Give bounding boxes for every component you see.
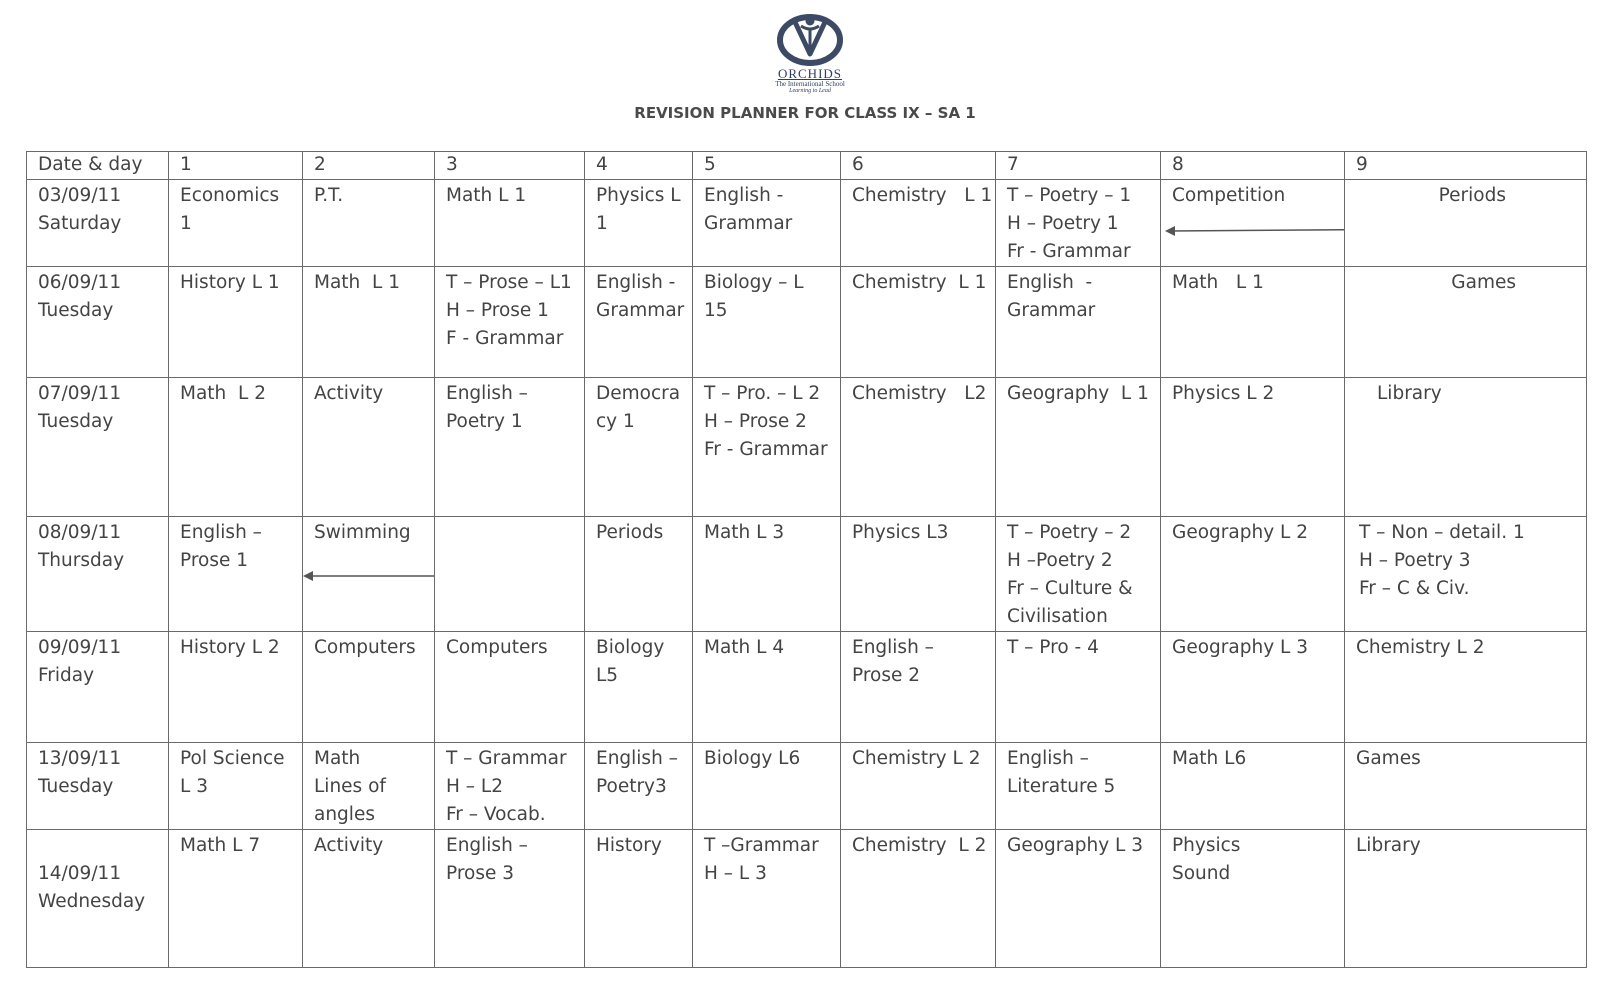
day-value: Thursday <box>38 550 125 571</box>
table-row <box>27 632 1587 743</box>
date-value: 09/09/11 <box>38 637 122 658</box>
day-value: Tuesday <box>38 776 114 797</box>
table-cell <box>1161 743 1345 830</box>
table-cell <box>585 267 693 378</box>
table-row <box>27 378 1587 517</box>
table-cell <box>585 632 693 743</box>
cell-line: Activity <box>314 383 384 404</box>
cell-line: English - <box>704 185 784 206</box>
table-cell <box>585 180 693 267</box>
cell-line: angles <box>314 804 375 825</box>
cell-line: H –Poetry 2 <box>1007 550 1113 571</box>
table-cell <box>435 378 585 517</box>
cell-line: Computers <box>314 637 416 658</box>
cell-line: L 3 <box>180 776 208 797</box>
cell-line: Literature 5 <box>1007 776 1116 797</box>
cell-line: Poetry3 <box>596 776 667 797</box>
column-header: 2 <box>303 152 435 180</box>
cell-line: Periods <box>1438 185 1506 206</box>
cell-line: Chemistry L 2 <box>852 835 987 856</box>
table-cell <box>693 830 841 968</box>
date-cell <box>27 180 169 267</box>
date-value: 03/09/11 <box>38 185 122 206</box>
table-cell <box>841 830 996 968</box>
cell-line: English - <box>1007 272 1093 293</box>
table-cell <box>303 267 435 378</box>
date-value: 13/09/11 <box>38 748 122 769</box>
table-cell <box>841 267 996 378</box>
column-header: 8 <box>1161 152 1345 180</box>
cell-line: Math <box>314 748 361 769</box>
cell-line: Math L 1 <box>314 272 400 293</box>
table-cell <box>996 517 1161 632</box>
table-cell <box>996 830 1161 968</box>
day-value: Tuesday <box>38 411 114 432</box>
cell-line: T – Pro - 4 <box>1007 637 1099 658</box>
cell-line: Math L 1 <box>1172 272 1264 293</box>
cell-line: H – L 3 <box>704 863 767 884</box>
cell-line: T –Grammar <box>704 835 819 856</box>
table-cell <box>996 743 1161 830</box>
table-cell <box>1161 632 1345 743</box>
cell-line: Math L 2 <box>180 383 266 404</box>
cell-line: Chemistry L2 <box>852 383 987 404</box>
cell-line: History L 1 <box>180 272 280 293</box>
table-cell <box>169 743 303 830</box>
revision-planner-table <box>26 151 1587 968</box>
cell-line: Economics <box>180 185 280 206</box>
cell-line: H – L2 <box>446 776 503 797</box>
cell-line: T – Non – detail. 1 <box>1359 522 1525 543</box>
table-cell <box>693 743 841 830</box>
table-cell <box>585 830 693 968</box>
cell-line: Geography L 1 <box>1007 383 1149 404</box>
table-cell <box>169 830 303 968</box>
cell-line: Grammar <box>596 300 685 321</box>
table-cell <box>1161 180 1345 267</box>
date-value: 14/09/11 <box>38 863 122 884</box>
cell-line: Math L6 <box>1172 748 1247 769</box>
cell-line: T – Pro. – L 2 <box>704 383 821 404</box>
cell-line: 1 <box>180 213 192 234</box>
cell-line: Biology – L <box>704 272 804 293</box>
cell-line: History <box>596 835 662 856</box>
date-cell <box>27 267 169 378</box>
table-cell <box>841 180 996 267</box>
table-cell <box>169 378 303 517</box>
day-value: Wednesday <box>38 891 146 912</box>
table-cell <box>435 632 585 743</box>
logo-name: ORCHIDS <box>777 66 843 81</box>
table-cell <box>996 180 1161 267</box>
date-value: 06/09/11 <box>38 272 122 293</box>
day-value: Friday <box>38 665 95 686</box>
table-cell <box>585 743 693 830</box>
cell-line: Math L 1 <box>446 185 527 206</box>
date-cell <box>27 378 169 517</box>
cell-line: 1 <box>596 213 608 234</box>
table-cell <box>841 743 996 830</box>
cell-line: H – Poetry 1 <box>1007 213 1119 234</box>
table-cell <box>435 180 585 267</box>
table-cell <box>841 632 996 743</box>
cell-line: Lines of <box>314 776 386 797</box>
cell-line: Games <box>1451 272 1516 293</box>
table-cell <box>169 180 303 267</box>
table-cell <box>303 517 435 632</box>
cell-line: Math L 3 <box>704 522 785 543</box>
cell-line: Chemistry L 2 <box>1356 637 1485 658</box>
cell-line: Chemistry L 2 <box>852 748 981 769</box>
table-cell <box>585 378 693 517</box>
cell-line: H – Prose 2 <box>704 411 807 432</box>
cell-line: Fr – Culture & <box>1007 578 1133 599</box>
table-cell <box>435 830 585 968</box>
cell-line: English – <box>596 748 678 769</box>
date-cell <box>27 517 169 632</box>
table-cell <box>1345 517 1587 632</box>
table-cell <box>841 517 996 632</box>
cell-line: F - Grammar <box>446 328 564 349</box>
cell-line: Grammar <box>704 213 793 234</box>
cell-line: Library <box>1356 835 1421 856</box>
table-cell <box>169 267 303 378</box>
cell-line: Grammar <box>1007 300 1096 321</box>
table-row <box>27 743 1587 830</box>
table-cell <box>693 180 841 267</box>
table-cell <box>1161 267 1345 378</box>
table-row <box>27 180 1587 267</box>
logo-tagline: Learning to Lead <box>789 88 831 94</box>
cell-line: P.T. <box>314 185 344 206</box>
cell-line: Math L 4 <box>704 637 785 658</box>
header-row <box>27 152 1587 180</box>
cell-line: Periods <box>596 522 664 543</box>
cell-line: English – <box>1007 748 1089 769</box>
cell-line: Democra <box>596 383 681 404</box>
table-cell <box>303 378 435 517</box>
table-cell <box>1345 378 1587 517</box>
cell-line: Library <box>1377 383 1442 404</box>
cell-line: H – Prose 1 <box>446 300 549 321</box>
cell-line: Prose 1 <box>180 550 249 571</box>
cell-line: 15 <box>704 300 728 321</box>
cell-line: T – Poetry – 1 <box>1007 185 1132 206</box>
table-cell <box>1161 378 1345 517</box>
table-cell <box>996 267 1161 378</box>
table-cell <box>169 632 303 743</box>
cell-line: Competition <box>1172 185 1286 206</box>
table-cell <box>1161 517 1345 632</box>
date-cell <box>27 632 169 743</box>
cell-line: Activity <box>314 835 384 856</box>
cell-line: English – <box>180 522 262 543</box>
cell-line: Math L 7 <box>180 835 261 856</box>
column-header: 6 <box>841 152 996 180</box>
table-cell <box>303 830 435 968</box>
cell-line: Civilisation <box>1007 606 1108 627</box>
double-arrow-icon <box>303 570 435 582</box>
table-cell <box>996 632 1161 743</box>
table-cell <box>693 517 841 632</box>
double-arrow-icon <box>1165 224 1345 236</box>
cell-line: T – Poetry – 2 <box>1007 522 1132 543</box>
cell-line: H – Poetry 3 <box>1359 550 1471 571</box>
column-header: 7 <box>996 152 1161 180</box>
table-cell <box>693 267 841 378</box>
cell-line: Sound <box>1172 863 1231 884</box>
column-header: 3 <box>435 152 585 180</box>
table-cell <box>693 632 841 743</box>
table-cell <box>1345 180 1587 267</box>
column-header: 5 <box>693 152 841 180</box>
table-cell <box>435 517 585 632</box>
cell-line: L5 <box>596 665 619 686</box>
table-cell <box>693 378 841 517</box>
page-title: REVISION PLANNER FOR CLASS IX – SA 1 <box>634 104 976 122</box>
cell-line: Geography L 2 <box>1172 522 1308 543</box>
cell-line: Pol Science <box>180 748 285 769</box>
cell-line: Physics L 2 <box>1172 383 1275 404</box>
cell-line: English - <box>596 272 676 293</box>
table-cell <box>169 517 303 632</box>
orchid-logo-icon <box>775 12 845 66</box>
cell-line: Fr – C & Civ. <box>1359 578 1470 599</box>
cell-line: Fr - Grammar <box>1007 241 1131 262</box>
table-cell <box>303 743 435 830</box>
cell-line: Prose 2 <box>852 665 921 686</box>
table-row <box>27 267 1587 378</box>
table-cell <box>1345 830 1587 968</box>
column-header: 1 <box>169 152 303 180</box>
cell-line: Biology <box>596 637 665 658</box>
table-row <box>27 830 1587 968</box>
column-header: 9 <box>1345 152 1587 180</box>
day-value: Tuesday <box>38 300 114 321</box>
table-cell <box>1345 743 1587 830</box>
table-row <box>27 517 1587 632</box>
cell-line: Geography L 3 <box>1007 835 1143 856</box>
date-value: 07/09/11 <box>38 383 122 404</box>
table-cell <box>1345 632 1587 743</box>
table-cell <box>585 517 693 632</box>
table-cell <box>1161 830 1345 968</box>
table-cell <box>1345 267 1587 378</box>
day-value: Saturday <box>38 213 122 234</box>
cell-line: English – <box>446 383 528 404</box>
cell-line: Fr – Vocab. <box>446 804 546 825</box>
cell-line: T – Grammar <box>446 748 567 769</box>
cell-line: Physics <box>1172 835 1241 856</box>
column-header: Date & day <box>27 152 169 180</box>
cell-line: Physics L3 <box>852 522 949 543</box>
table-cell <box>303 180 435 267</box>
cell-line: Fr - Grammar <box>704 439 828 460</box>
cell-line: cy 1 <box>596 411 635 432</box>
date-cell <box>27 743 169 830</box>
cell-line: Computers <box>446 637 548 658</box>
table-cell <box>435 267 585 378</box>
table-cell <box>303 632 435 743</box>
cell-line: Games <box>1356 748 1421 769</box>
cell-line: Chemistry L 1 <box>852 185 993 206</box>
cell-line: Poetry 1 <box>446 411 523 432</box>
cell-line: Biology L6 <box>704 748 801 769</box>
school-logo <box>760 12 860 95</box>
table-cell <box>996 378 1161 517</box>
cell-line: Geography L 3 <box>1172 637 1308 658</box>
date-cell <box>27 830 169 968</box>
cell-line: Physics L <box>596 185 681 206</box>
cell-line: Chemistry L 1 <box>852 272 987 293</box>
cell-line: Swimming <box>314 522 411 543</box>
logo-subtitle: The International School <box>775 80 845 88</box>
table-cell <box>435 743 585 830</box>
table-cell <box>841 378 996 517</box>
date-value: 08/09/11 <box>38 522 122 543</box>
cell-line: Prose 3 <box>446 863 515 884</box>
column-header: 4 <box>585 152 693 180</box>
cell-line: T – Prose – L1 <box>446 272 572 293</box>
cell-line: History L 2 <box>180 637 280 658</box>
cell-line: English – <box>852 637 934 658</box>
cell-line: English – <box>446 835 528 856</box>
